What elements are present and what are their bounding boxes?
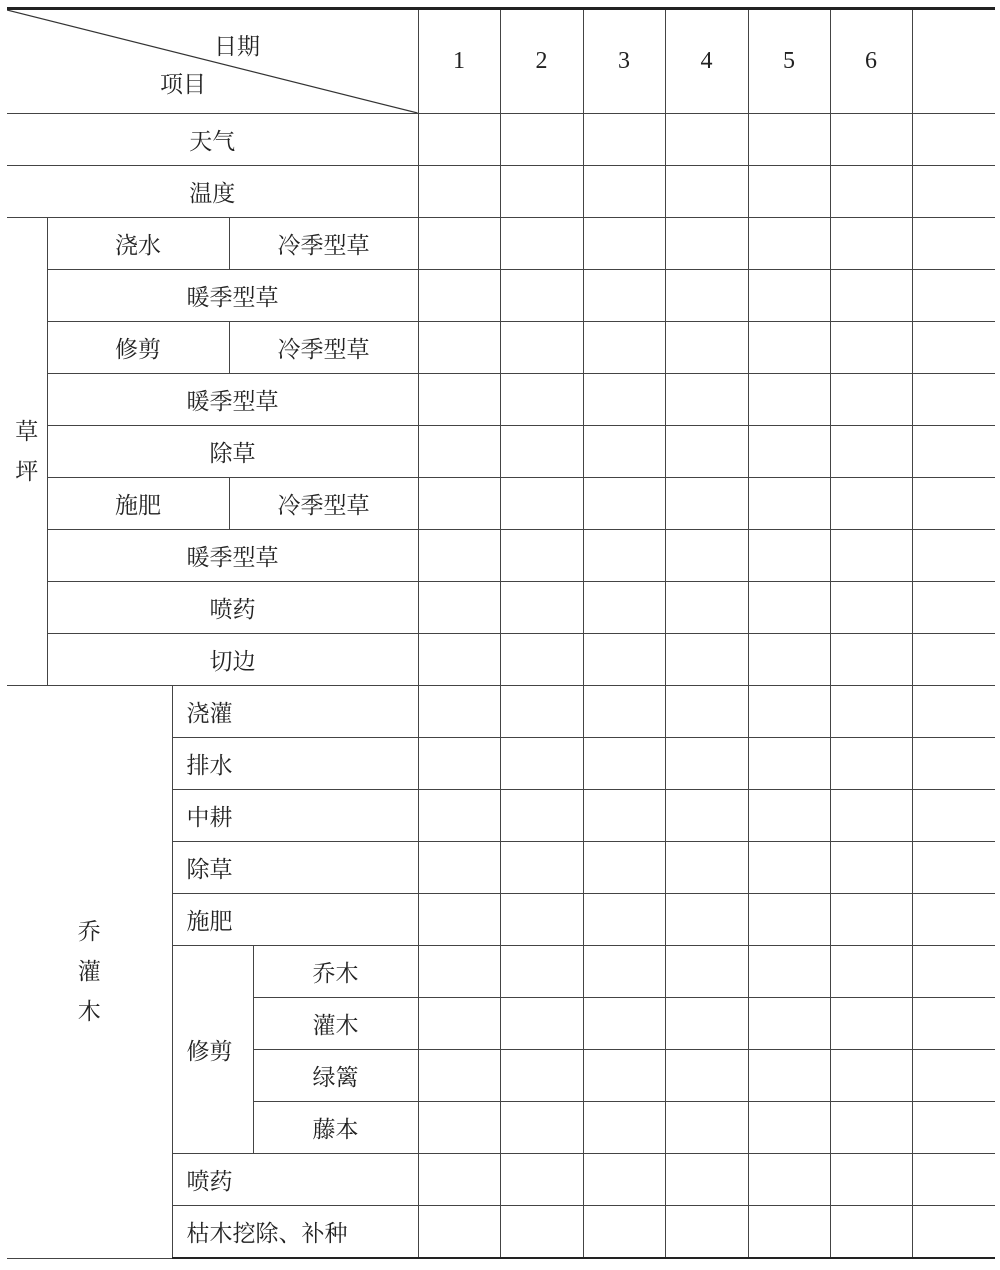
- group-char: 木: [77, 998, 101, 1025]
- cell[interactable]: [748, 946, 830, 998]
- row-label: 施肥: [172, 894, 418, 946]
- row-sublabel: 绿篱: [253, 1050, 418, 1102]
- cell[interactable]: [500, 842, 583, 894]
- cell[interactable]: [665, 738, 748, 790]
- cell[interactable]: [500, 1102, 583, 1154]
- cell[interactable]: [418, 842, 500, 894]
- cell[interactable]: [912, 582, 995, 634]
- cell[interactable]: [665, 842, 748, 894]
- cell[interactable]: [583, 1154, 665, 1206]
- row-label: 暖季型草: [47, 530, 418, 582]
- trees-group-label: [7, 686, 172, 1259]
- cell[interactable]: [418, 322, 500, 374]
- cell[interactable]: [748, 1154, 830, 1206]
- cell[interactable]: [418, 478, 500, 530]
- row-label: 暖季型草: [47, 374, 418, 426]
- cell[interactable]: [830, 894, 912, 946]
- cell[interactable]: [418, 998, 500, 1050]
- row-label: 温度: [7, 166, 418, 218]
- cell[interactable]: [500, 426, 583, 478]
- cell[interactable]: [665, 634, 748, 686]
- cell[interactable]: [748, 1102, 830, 1154]
- row-label: 天气: [7, 114, 418, 166]
- cell[interactable]: [500, 166, 583, 218]
- cell[interactable]: [830, 634, 912, 686]
- cell[interactable]: [665, 998, 748, 1050]
- cell[interactable]: [748, 478, 830, 530]
- cell[interactable]: [912, 218, 995, 270]
- cell[interactable]: [748, 582, 830, 634]
- cell[interactable]: [665, 374, 748, 426]
- group-char: 乔: [77, 918, 101, 945]
- cell[interactable]: [500, 322, 583, 374]
- cell[interactable]: [418, 426, 500, 478]
- row-sublabel: 冷季型草: [229, 478, 418, 530]
- cell[interactable]: [665, 1154, 748, 1206]
- cell[interactable]: [748, 218, 830, 270]
- cell[interactable]: [830, 270, 912, 322]
- cell[interactable]: [583, 270, 665, 322]
- cell[interactable]: [583, 686, 665, 738]
- cell[interactable]: [830, 114, 912, 166]
- group-char: 草: [15, 418, 39, 445]
- diagonal-line: [7, 10, 418, 113]
- day-header: 1: [418, 9, 500, 114]
- row-label: 暖季型草: [47, 270, 418, 322]
- cell[interactable]: [583, 218, 665, 270]
- cell[interactable]: [583, 738, 665, 790]
- cell[interactable]: [912, 114, 995, 166]
- cell[interactable]: [500, 374, 583, 426]
- day-header: 4: [665, 9, 748, 114]
- cell[interactable]: [748, 530, 830, 582]
- cell[interactable]: [912, 1206, 995, 1259]
- cell[interactable]: [748, 1206, 830, 1259]
- row-trees-irrigation: [7, 686, 995, 738]
- row-lawn-watering-cool: [7, 218, 995, 270]
- row-label: 浇灌: [172, 686, 418, 738]
- cell[interactable]: [830, 530, 912, 582]
- cell[interactable]: [830, 426, 912, 478]
- cell[interactable]: [830, 374, 912, 426]
- row-label: 修剪: [47, 322, 229, 374]
- cell[interactable]: [748, 894, 830, 946]
- cell[interactable]: [912, 894, 995, 946]
- cell[interactable]: [500, 686, 583, 738]
- row-sublabel: 乔木: [253, 946, 418, 998]
- cell[interactable]: [748, 998, 830, 1050]
- lawn-group-label: [7, 218, 47, 686]
- cell[interactable]: [583, 894, 665, 946]
- cell[interactable]: [665, 114, 748, 166]
- cell[interactable]: [830, 946, 912, 998]
- cell[interactable]: [583, 842, 665, 894]
- cell[interactable]: [912, 1154, 995, 1206]
- day-header: [912, 9, 995, 114]
- cell[interactable]: [830, 1154, 912, 1206]
- row-temperature: [7, 166, 995, 218]
- row-lawn-watering-warm: [7, 270, 995, 322]
- cell[interactable]: [418, 1102, 500, 1154]
- cell[interactable]: [665, 166, 748, 218]
- cell[interactable]: [665, 894, 748, 946]
- cell[interactable]: [830, 1206, 912, 1259]
- cell[interactable]: [748, 374, 830, 426]
- cell[interactable]: [830, 322, 912, 374]
- cell[interactable]: [665, 790, 748, 842]
- cell[interactable]: [583, 1050, 665, 1102]
- cell[interactable]: [830, 218, 912, 270]
- cell[interactable]: [583, 322, 665, 374]
- cell[interactable]: [418, 270, 500, 322]
- cell[interactable]: [912, 790, 995, 842]
- cell[interactable]: [830, 1050, 912, 1102]
- cell[interactable]: [748, 270, 830, 322]
- cell[interactable]: [583, 374, 665, 426]
- cell[interactable]: [583, 1206, 665, 1259]
- cell[interactable]: [418, 790, 500, 842]
- diagonal-header-cell: [7, 9, 418, 114]
- cell[interactable]: [418, 1206, 500, 1259]
- cell[interactable]: [583, 634, 665, 686]
- cell[interactable]: [500, 790, 583, 842]
- cell[interactable]: [830, 738, 912, 790]
- cell[interactable]: [912, 998, 995, 1050]
- cell[interactable]: [665, 218, 748, 270]
- row-label: 排水: [172, 738, 418, 790]
- row-lawn-weeding: [7, 426, 995, 478]
- cell[interactable]: [912, 946, 995, 998]
- cell[interactable]: [830, 790, 912, 842]
- cell[interactable]: [583, 946, 665, 998]
- row-label: 喷药: [47, 582, 418, 634]
- row-label: 中耕: [172, 790, 418, 842]
- cell[interactable]: [500, 894, 583, 946]
- cell[interactable]: [912, 322, 995, 374]
- day-header: 5: [748, 9, 830, 114]
- row-sublabel: 灌木: [253, 998, 418, 1050]
- cell[interactable]: [912, 738, 995, 790]
- cell[interactable]: [830, 1102, 912, 1154]
- cell[interactable]: [748, 634, 830, 686]
- cell[interactable]: [912, 1050, 995, 1102]
- row-sublabel: 冷季型草: [229, 218, 418, 270]
- cell[interactable]: [418, 894, 500, 946]
- cell[interactable]: [748, 426, 830, 478]
- cell[interactable]: [583, 166, 665, 218]
- cell[interactable]: [583, 790, 665, 842]
- cell[interactable]: [583, 478, 665, 530]
- row-lawn-fertilizing-cool: [7, 478, 995, 530]
- cell[interactable]: [665, 582, 748, 634]
- cell[interactable]: [912, 270, 995, 322]
- cell[interactable]: [418, 374, 500, 426]
- row-lawn-pruning-warm: [7, 374, 995, 426]
- cell[interactable]: [830, 686, 912, 738]
- cell[interactable]: [912, 634, 995, 686]
- cell[interactable]: [748, 790, 830, 842]
- cell[interactable]: [665, 270, 748, 322]
- cell[interactable]: [500, 738, 583, 790]
- row-lawn-pruning-cool: [7, 322, 995, 374]
- cell[interactable]: [500, 1050, 583, 1102]
- cell[interactable]: [665, 1206, 748, 1259]
- cell[interactable]: [912, 530, 995, 582]
- cell[interactable]: [665, 1102, 748, 1154]
- cell[interactable]: [830, 582, 912, 634]
- cell[interactable]: [665, 426, 748, 478]
- cell[interactable]: [748, 114, 830, 166]
- row-lawn-edging: [7, 634, 995, 686]
- row-label: 切边: [47, 634, 418, 686]
- cell[interactable]: [665, 530, 748, 582]
- row-label: 除草: [172, 842, 418, 894]
- cell[interactable]: [500, 946, 583, 998]
- cell[interactable]: [500, 998, 583, 1050]
- cell[interactable]: [748, 842, 830, 894]
- date-label: 日期: [214, 34, 260, 60]
- row-label: 浇水: [47, 218, 229, 270]
- cell[interactable]: [665, 322, 748, 374]
- cell[interactable]: [418, 738, 500, 790]
- cell[interactable]: [748, 738, 830, 790]
- row-sublabel: 冷季型草: [229, 322, 418, 374]
- cell[interactable]: [665, 478, 748, 530]
- cell[interactable]: [500, 1154, 583, 1206]
- header-row: [7, 9, 995, 114]
- cell[interactable]: [418, 218, 500, 270]
- cell[interactable]: [418, 1050, 500, 1102]
- cell[interactable]: [500, 218, 583, 270]
- cell[interactable]: [418, 114, 500, 166]
- cell[interactable]: [500, 634, 583, 686]
- cell[interactable]: [583, 582, 665, 634]
- row-label: 修剪: [172, 946, 253, 1154]
- group-char: 坪: [15, 458, 39, 485]
- row-weather: [7, 114, 995, 166]
- cell[interactable]: [583, 530, 665, 582]
- cell[interactable]: [500, 270, 583, 322]
- cell[interactable]: [583, 998, 665, 1050]
- row-sublabel: 藤本: [253, 1102, 418, 1154]
- cell[interactable]: [583, 114, 665, 166]
- cell[interactable]: [500, 114, 583, 166]
- row-label: 施肥: [47, 478, 229, 530]
- day-header: 2: [500, 9, 583, 114]
- cell[interactable]: [912, 686, 995, 738]
- cell[interactable]: [665, 946, 748, 998]
- cell[interactable]: [583, 1102, 665, 1154]
- cell[interactable]: [748, 166, 830, 218]
- cell[interactable]: [500, 1206, 583, 1259]
- day-header: 6: [830, 9, 912, 114]
- day-header: 3: [583, 9, 665, 114]
- cell[interactable]: [418, 582, 500, 634]
- cell[interactable]: [748, 686, 830, 738]
- cell[interactable]: [418, 166, 500, 218]
- cell[interactable]: [748, 322, 830, 374]
- cell[interactable]: [418, 686, 500, 738]
- cell[interactable]: [583, 426, 665, 478]
- cell[interactable]: [748, 1050, 830, 1102]
- row-label: 枯木挖除、补种: [172, 1206, 418, 1259]
- item-label: 项目: [160, 72, 206, 98]
- row-label: 喷药: [172, 1154, 418, 1206]
- cell[interactable]: [418, 1154, 500, 1206]
- cell[interactable]: [912, 374, 995, 426]
- row-label: 除草: [47, 426, 418, 478]
- cell[interactable]: [912, 166, 995, 218]
- cell[interactable]: [912, 426, 995, 478]
- cell[interactable]: [665, 1050, 748, 1102]
- group-char: 灌: [77, 958, 101, 985]
- cell[interactable]: [500, 530, 583, 582]
- cell[interactable]: [830, 842, 912, 894]
- cell[interactable]: [912, 1102, 995, 1154]
- cell[interactable]: [912, 478, 995, 530]
- garden-maintenance-table: [7, 7, 995, 1259]
- cell[interactable]: [418, 634, 500, 686]
- cell[interactable]: [665, 686, 748, 738]
- row-lawn-fertilizing-warm: [7, 530, 995, 582]
- cell[interactable]: [418, 946, 500, 998]
- cell[interactable]: [830, 166, 912, 218]
- cell[interactable]: [830, 478, 912, 530]
- row-lawn-spraying: [7, 582, 995, 634]
- cell[interactable]: [912, 842, 995, 894]
- cell[interactable]: [830, 998, 912, 1050]
- cell[interactable]: [418, 530, 500, 582]
- cell[interactable]: [500, 582, 583, 634]
- cell[interactable]: [500, 478, 583, 530]
